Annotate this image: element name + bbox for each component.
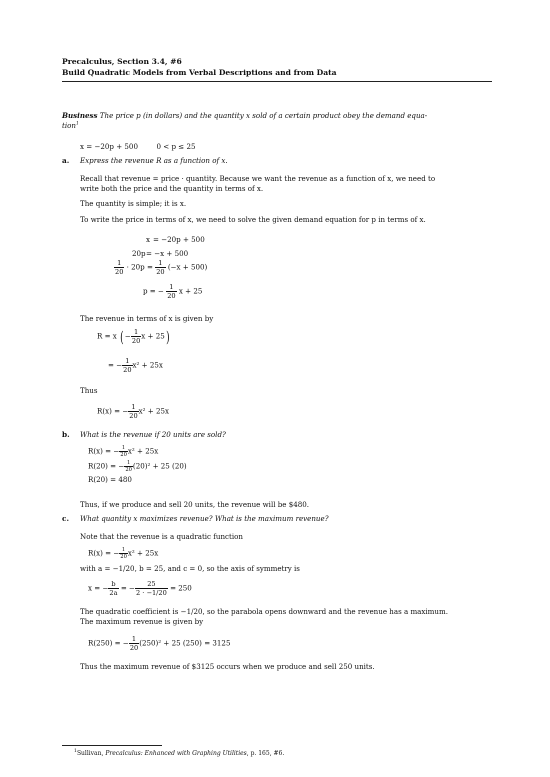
solve-eq-4: p = − $\frac{1}{20}$ x + 25 xyxy=(143,283,203,300)
solve-eq-4-rhs: x + 25 xyxy=(178,286,203,296)
part-c-question: What quantity x maximizes revenue? What is the maximum revenue? xyxy=(80,514,329,523)
part-a-p4: The revenue in terms of x is given by xyxy=(80,314,214,323)
part-c-p2: with a = −1/20, b = 25, and c = 0, so the axis of symmetry is xyxy=(80,564,300,573)
footnote-author: Sullivan, xyxy=(76,750,106,757)
revenue-final-lhs: R(x) = − xyxy=(97,406,129,416)
fraction: $\frac{1}{20}$ xyxy=(125,460,132,473)
demand-eq-text: x = −20p + 500 xyxy=(80,142,138,151)
axis-end: = 250 xyxy=(170,583,192,593)
part-b-line-2 xyxy=(88,460,187,473)
problem-lead: Business xyxy=(62,111,98,120)
part-a-question: Express the revenue R as a function of x. xyxy=(80,156,228,165)
solve-eq-3: $\frac{1}{20}$ · 20p = $\frac{1}{20}$ (−x + 500) xyxy=(115,259,208,276)
solve-eq-3-rhs: (−x + 500) xyxy=(167,262,208,272)
fraction: $\frac{1}{20}$ xyxy=(167,283,176,300)
fraction: $\frac{1}{20}$ xyxy=(129,635,139,652)
part-b-label: b. xyxy=(62,430,70,439)
page-header xyxy=(62,56,492,78)
problem-text-cont: tion xyxy=(62,121,76,130)
fraction: $\frac{1}{20}$ xyxy=(120,445,127,458)
part-a-label: a. xyxy=(62,156,70,165)
revenue-final-tail: x² + 25x xyxy=(138,406,169,416)
demand-constraint: 0 < p ≤ 25 xyxy=(156,142,196,151)
footnote xyxy=(74,750,284,758)
fraction: $\frac{25}{2 \cdot -1/20}$ xyxy=(135,580,167,597)
solve-eq-1-rhs: = −20p + 500 xyxy=(153,235,205,244)
footnote-book: Precalculus: Enhanced with Graphing Utilities xyxy=(105,750,247,757)
footnote-ref: 1 xyxy=(75,121,79,127)
solve-eq-4-lhs: p xyxy=(143,286,148,296)
revenue-eq-1-inner: x + 25 xyxy=(141,331,165,341)
axis-mid: = − xyxy=(120,583,135,593)
part-a-p1: Recall that revenue = price · quantity. Because we want the revenue as a function of x, we need to xyxy=(80,174,436,183)
part-b-line-1 xyxy=(88,445,158,458)
part-c-p1: Note that the revenue is a quadratic function xyxy=(80,532,243,541)
max-revenue xyxy=(88,635,230,652)
footnote-mark: 1 xyxy=(74,749,77,754)
part-c-function-tail: x² + 25x xyxy=(127,548,159,558)
fraction: $\frac{b}{2a}$ xyxy=(109,580,118,597)
part-a-p3: To write the price in terms of x, we need to solve the given demand equation for p in terms of x. xyxy=(80,215,426,224)
part-a-p1b: write both the price and the quantity in terms of x. xyxy=(80,184,264,193)
part-a-thus: Thus xyxy=(80,386,98,395)
part-c-conclusion: Thus the maximum revenue of $3125 occurs when we produce and sell 250 units. xyxy=(80,662,375,671)
part-b-question: What is the revenue if 20 units are sold? xyxy=(80,430,226,439)
revenue-final xyxy=(97,403,169,420)
fraction: $\frac{1}{20}$ xyxy=(115,259,124,276)
revenue-eq-1: R = x (− $\frac{1}{20}$ x + 25) xyxy=(97,327,170,346)
problem-text: The price p (in dollars) and the quantity x sold of a certain product obey the demand equa- xyxy=(99,111,428,120)
problem-statement xyxy=(62,111,427,121)
revenue-eq-2-tail: x² + 25x xyxy=(132,360,163,370)
max-revenue-tail: (250)² + 25 (250) = 3125 xyxy=(139,638,231,648)
fraction: $\frac{1}{20}$ xyxy=(129,403,138,420)
part-b-line-2-lhs: R(20) = − xyxy=(88,461,125,471)
solve-eq-2-rhs: = −x + 500 xyxy=(146,249,189,258)
revenue-eq-2: = − $\frac{1}{20}$ x² + 25x xyxy=(108,357,163,374)
demand-equation xyxy=(80,142,196,152)
footnote-page: , p. 165, #6. xyxy=(246,750,285,757)
part-b-line-1-tail: x² + 25x xyxy=(127,446,159,456)
part-b-line-1-lhs: R(x) = − xyxy=(88,446,120,456)
part-c-function-lhs: R(x) = − xyxy=(88,548,120,558)
header-rule xyxy=(62,81,492,82)
revenue-eq-1-lhs: R = x xyxy=(97,331,117,341)
part-c-function xyxy=(88,547,158,560)
part-b-conclusion: Thus, if we produce and sell 20 units, the revenue will be $480. xyxy=(80,500,310,509)
part-c-p3: The quadratic coefficient is −1/20, so the parabola opens downward and the revenue has a maximum. xyxy=(80,607,448,616)
part-c-p3b: The maximum revenue is given by xyxy=(80,617,204,626)
problem-statement-cont xyxy=(62,121,79,131)
part-b-line-3: R(20) = 480 xyxy=(88,475,132,484)
footnote-rule xyxy=(62,745,162,746)
part-c-label: c. xyxy=(62,514,69,523)
part-a-p2: The quantity is simple; it is x. xyxy=(80,199,187,208)
fraction: $\frac{1}{20}$ xyxy=(123,357,132,374)
solve-eq-2-lhs: 20p xyxy=(132,249,146,258)
part-b-line-2-tail: (20)² + 25 (20) xyxy=(132,461,187,471)
fraction: $\frac{1}{20}$ xyxy=(120,547,127,560)
axis-lhs: x = − xyxy=(88,583,109,593)
fraction: $\frac{1}{20}$ xyxy=(156,259,165,276)
fraction: $\frac{1}{20}$ xyxy=(131,328,141,345)
axis-of-symmetry xyxy=(88,580,192,597)
header-title: Precalculus, Section 3.4, #6 xyxy=(62,57,182,66)
header-subtitle: Build Quadratic Models from Verbal Descriptions and from Data xyxy=(62,68,337,77)
max-revenue-lhs: R(250) = − xyxy=(88,638,129,648)
solve-eq-1-lhs: x xyxy=(146,235,151,244)
